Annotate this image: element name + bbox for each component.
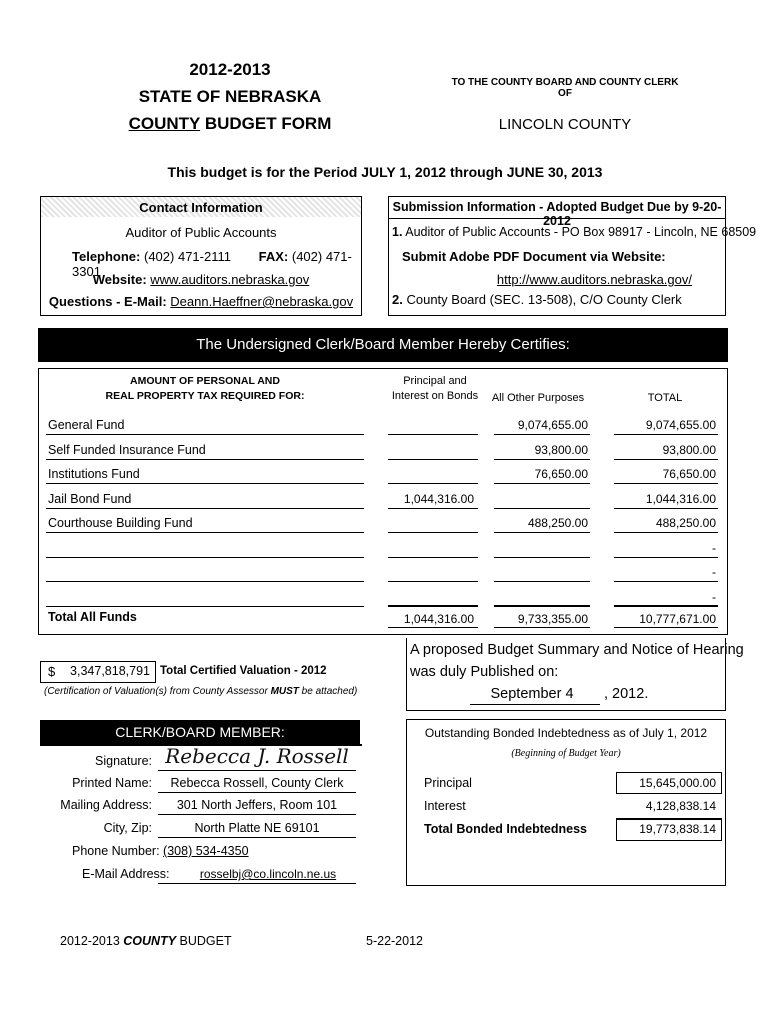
mailing-address-field: 301 North Jeffers, Room 101 — [176, 798, 338, 812]
addressee-line: TO THE COUNTY BOARD AND COUNTY CLERK OF — [451, 77, 679, 99]
footer-left-post: BUDGET — [176, 934, 232, 948]
col-head-bonds-1: Principal and — [403, 375, 467, 387]
county-name: LINCOLN COUNTY — [498, 116, 632, 133]
fund-bonds-line — [388, 459, 478, 460]
submission-item-1-text: Auditor of Public Accounts - PO Box 98917 - Lincoln, NE 68509 — [405, 225, 757, 239]
submission-item-2 — [392, 292, 724, 307]
fund-total-line — [614, 459, 718, 460]
total-line-total — [614, 605, 718, 606]
valuation-note-post: be attached) — [298, 686, 358, 697]
valuation-note-pre: (Certification of Valuation(s) from County Assessor — [44, 686, 271, 697]
fund-bonds-line — [388, 532, 478, 533]
form-title — [110, 114, 350, 134]
fund-total-value: 93,800.00 — [662, 442, 716, 457]
telephone-label: Telephone: — [72, 249, 141, 264]
fund-name-line — [46, 606, 364, 607]
website-label: Website: — [92, 272, 147, 287]
fund-name: Institutions Fund — [48, 467, 140, 481]
fund-name-line — [46, 459, 364, 460]
phone-number-field: (308) 534-4350 — [163, 844, 249, 858]
fund-total-value: 76,650.00 — [662, 467, 716, 481]
printed-name-line — [158, 792, 356, 793]
fund-name-line — [46, 557, 364, 558]
fund-other-line — [494, 434, 590, 435]
submission-title: Submission Information - Adopted Budget Due by 9-20-2012 — [392, 200, 722, 228]
fund-bonds-line — [388, 557, 478, 558]
form-title-rest: BUDGET FORM — [200, 114, 332, 133]
hearing-year: , 2012. — [604, 686, 649, 702]
debt-principal-value: 15,645,000.00 — [639, 776, 716, 790]
footer-date: 5-22-2012 — [366, 934, 423, 948]
website-link[interactable]: www.auditors.nebraska.gov — [150, 272, 310, 287]
debt-interest-value: 4,128,838.14 — [645, 799, 716, 813]
debt-total-label: Total Bonded Indebtedness — [424, 822, 587, 836]
questions-label: Questions - E-Mail: — [48, 294, 167, 309]
fund-name-line — [46, 532, 364, 533]
footer-left-county: COUNTY — [123, 934, 177, 948]
fund-name-line — [46, 581, 364, 582]
col-head-fund-2: REAL PROPERTY TAX REQUIRED FOR: — [105, 390, 305, 402]
fund-total-value: - — [712, 540, 716, 555]
budget-period: This budget is for the Period JULY 1, 2012 through JUNE 30, 2013 — [167, 164, 603, 180]
fund-total-value: 9,074,655.00 — [645, 418, 716, 432]
email-address-field[interactable]: rosselbj@co.lincoln.ne.us — [199, 867, 337, 881]
phone-number-label: Phone Number: — [72, 844, 160, 858]
fund-other-value: 488,250.00 — [527, 516, 588, 530]
hearing-line-1: A proposed Budget Summary and Notice of Hearing — [410, 642, 744, 658]
clerk-board-banner: CLERK/BOARD MEMBER: — [40, 720, 360, 744]
submission-item-2-number: 2. — [392, 292, 403, 307]
hearing-date-line — [470, 704, 600, 705]
submission-pdf-link[interactable]: http://www.auditors.nebraska.gov/ — [496, 272, 692, 287]
email-address-line — [158, 883, 356, 884]
total-other-value: 9,733,355.00 — [517, 612, 588, 626]
fund-name: General Fund — [48, 418, 125, 432]
fund-total-value: 1,044,316.00 — [645, 491, 716, 506]
fund-name-line — [46, 508, 364, 509]
valuation-amount: 3,347,818,791 — [70, 664, 150, 678]
submission-item-1-number: 1. — [392, 225, 403, 239]
fund-other-value: 93,800.00 — [534, 442, 588, 457]
form-state: STATE OF NEBRASKA — [138, 87, 322, 106]
submission-item-2-text: County Board (SEC. 13-508), C/O County Clerk — [406, 292, 682, 307]
fax-value: (402) 471-3301 — [72, 249, 352, 279]
contact-office: Auditor of Public Accounts — [125, 225, 277, 240]
valuation-note-must: MUST — [270, 686, 299, 697]
fund-total-value: - — [712, 589, 716, 604]
fund-bonds-line — [388, 581, 478, 582]
fund-total-line — [614, 434, 718, 435]
city-zip-line — [158, 837, 356, 838]
fund-bonds-value: 1,044,316.00 — [403, 491, 474, 506]
fund-other-value: 76,650.00 — [534, 467, 588, 481]
signature-label: Signature: — [95, 754, 152, 768]
total-bonds-value: 1,044,316.00 — [403, 612, 474, 626]
contact-email-link[interactable]: Deann.Haeffner@nebraska.gov — [170, 294, 354, 309]
form-title-county: COUNTY — [128, 114, 201, 133]
fund-other-line — [494, 532, 590, 533]
fund-other-line — [494, 483, 590, 484]
fund-other-line — [494, 581, 590, 582]
col-head-bonds-2: Interest on Bonds — [391, 390, 479, 402]
phone-number-line — [72, 844, 249, 858]
total-line-bonds — [388, 605, 478, 606]
hearing-date: September 4 — [490, 686, 574, 702]
mailing-address-label: Mailing Address: — [60, 798, 152, 812]
mailing-address-line — [158, 814, 356, 815]
fax-label: FAX: — [258, 249, 289, 264]
fund-bonds-line — [388, 434, 478, 435]
fund-name: Jail Bond Fund — [48, 491, 132, 506]
debt-title: Outstanding Bonded Indebtedness as of July 1, 2012 — [424, 726, 708, 740]
total-underline-other — [494, 627, 590, 628]
printed-name-label: Printed Name: — [72, 776, 152, 790]
fund-other-value: 9,074,655.00 — [517, 418, 588, 432]
fund-bonds-line — [388, 483, 478, 484]
total-total-value: 10,777,671.00 — [639, 612, 716, 626]
submission-item-1 — [392, 225, 757, 239]
footer-left — [60, 934, 232, 948]
telephone-value: (402) 471-2111 — [144, 249, 231, 264]
fund-total-line — [614, 532, 718, 533]
certifies-banner: The Undersigned Clerk/Board Member Hereby Certifies: — [38, 328, 728, 362]
debt-principal-label: Principal — [424, 776, 472, 790]
city-zip-label: City, Zip: — [103, 821, 152, 835]
total-all-funds-label: Total All Funds — [48, 610, 137, 624]
debt-interest-label: Interest — [424, 799, 466, 813]
form-year: 2012-2013 — [189, 60, 271, 79]
hearing-line-2: was duly Published on: — [410, 664, 559, 680]
fund-total-line — [614, 508, 718, 509]
fund-total-line — [614, 581, 718, 582]
printed-name-field: Rebecca Rossell, County Clerk — [170, 776, 344, 790]
col-head-total: TOTAL — [647, 392, 683, 404]
fund-name-line — [46, 483, 364, 484]
email-address-label: E-Mail Address: — [82, 867, 170, 881]
fund-total-line — [614, 557, 718, 558]
signature-line — [158, 770, 356, 771]
col-head-fund-1: AMOUNT OF PERSONAL AND — [130, 375, 280, 387]
fund-other-line — [494, 459, 590, 460]
valuation-note — [44, 686, 384, 697]
fund-name-line — [46, 434, 364, 435]
submission-pdf-label: Submit Adobe PDF Document via Website: — [402, 249, 666, 264]
contact-email-line — [40, 294, 362, 309]
fund-other-line — [494, 508, 590, 509]
fund-name: Courthouse Building Fund — [48, 516, 193, 530]
total-line-other — [494, 605, 590, 606]
debt-total-value: 19,773,838.14 — [639, 822, 716, 836]
col-head-other: All Other Purposes — [491, 392, 585, 404]
fund-bonds-line — [388, 508, 478, 509]
valuation-dollar: $ — [48, 664, 56, 679]
city-zip-field: North Platte NE 69101 — [194, 821, 320, 835]
fund-total-line — [614, 483, 718, 484]
clerk-signature: Rebecca J. Rossell — [165, 744, 349, 768]
footer-left-pre: 2012-2013 — [60, 934, 124, 948]
debt-subtitle: (Beginning of Budget Year) — [511, 748, 621, 759]
contact-info-title: Contact Information — [139, 200, 263, 215]
fund-other-line — [494, 557, 590, 558]
fund-total-value: - — [712, 565, 716, 579]
total-underline-bonds — [388, 627, 478, 628]
total-underline-total — [614, 627, 718, 628]
fund-total-value: 488,250.00 — [655, 516, 716, 530]
valuation-label: Total Certified Valuation - 2012 — [160, 665, 327, 677]
fund-name: Self Funded Insurance Fund — [48, 442, 206, 457]
contact-website-line — [40, 272, 362, 287]
